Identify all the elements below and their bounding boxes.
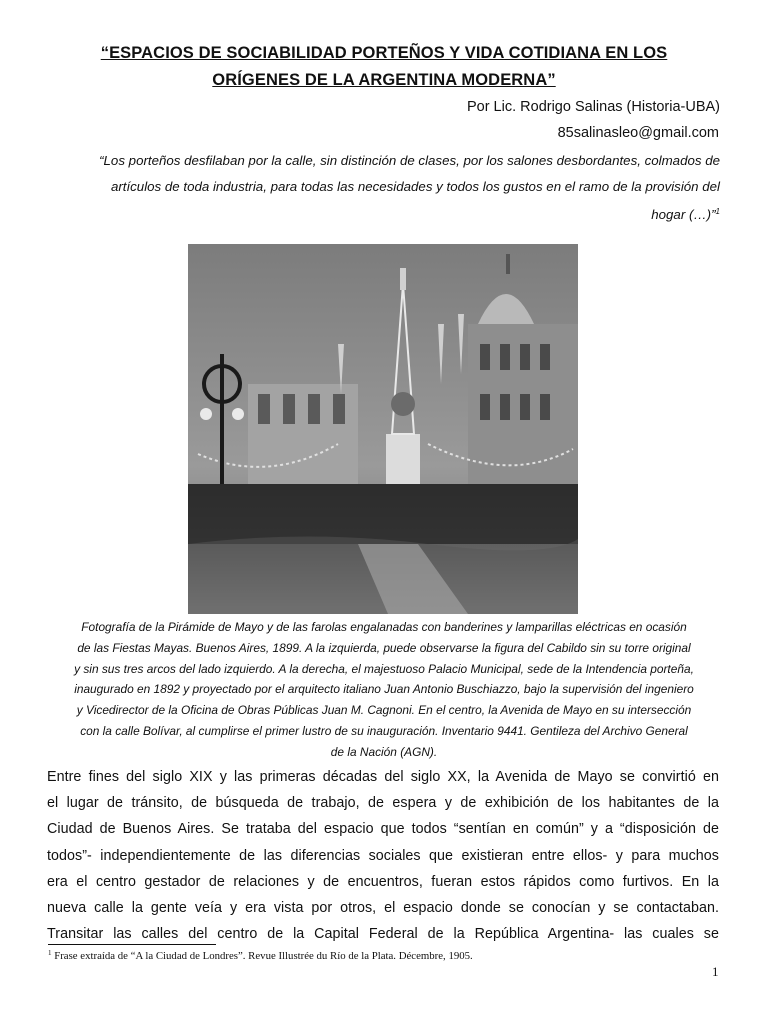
author-email: 85salinasleo@gmail.com — [557, 125, 719, 141]
footnote-divider — [48, 944, 216, 945]
footnote-text: Frase extraída de “A la Ciudad de Londres”. Revue Illustrée du Río de la Plata. Décembre, 1905. — [54, 950, 473, 962]
epigraph-line: artículos de toda industria, para todas las necesidades y todos los gustos en el ramo de la provisión del — [110, 178, 720, 194]
caption-line: Fotografía de la Pirámide de Mayo y de las farolas engalanadas con banderines y lamparillas eléctricas en ocasión — [81, 620, 687, 634]
caption-line: inaugurado en 1892 y proyectado por el arquitecto italiano Juan Antonio Buschiazzo, bajo la supervisión del ingeniero — [74, 682, 694, 697]
body-line: el lugar de tránsito, de búsqueda de trabajo, de espera y de exhibición de los habitantes de la — [47, 795, 719, 812]
photo-caption — [40, 617, 728, 763]
body-line: Transitar las calles del centro de la Capital Federal de la República Argentina- las cuales se — [47, 926, 719, 943]
plaza-de-mayo-photo-icon — [188, 244, 578, 614]
body-line: era el centro gestador de relaciones y de encuentros, fueran estos rápidos como furtivos. En la — [47, 873, 719, 890]
body-paragraph — [47, 764, 719, 947]
title-line-1: “ESPACIOS DE SOCIABILIDAD PORTEÑOS Y VIDA COTIDIANA EN LOS — [100, 44, 668, 62]
body-line: Entre fines del siglo XIX y las primeras décadas del siglo XX, la Avenida de Mayo se convirtió en — [47, 769, 719, 785]
body-line: Ciudad de Buenos Aires. Se trataba del espacio que todos “sentían en común” y a “disposición de — [47, 821, 719, 838]
caption-line: con la calle Bolívar, al cumplirse el primer lustro de su inauguración. Inventario 9441. Gentileza del Archivo General — [80, 723, 688, 738]
epigraph-line: hogar (…)” — [651, 207, 716, 222]
footnote-ref[interactable]: 1 — [715, 207, 720, 216]
epigraph — [48, 148, 720, 228]
historic-photo — [188, 244, 578, 614]
author-line: Por Lic. Rodrigo Salinas (Historia-UBA) — [466, 99, 720, 115]
page-number: 1 — [712, 964, 719, 979]
caption-line: de las Fiestas Mayas. Buenos Aires, 1899. A la izquierda, puede observarse la figura del Cabildo sin su torre original — [77, 640, 691, 655]
body-line: todos”- independientemente de las diferencias sociales que existieran entre ellos- y para muchos — [47, 847, 719, 864]
epigraph-line: “Los porteños desfilaban por la calle, sin distinción de clases, por los salones desbordantes, colmados de — [99, 153, 720, 168]
footnote-number: 1 — [48, 949, 52, 957]
title-line-2: ORÍGENES DE LA ARGENTINA MODERNA” — [212, 71, 556, 89]
caption-line: y Vicedirector de la Oficina de Obras Públicas Juan M. Cagnoni. En el centro, la Avenida de Mayo en su intersección — [76, 703, 692, 718]
body-line: nueva calle la gente veía y era vista por otros, el espacio donde se conocían y se contactaban. — [47, 900, 719, 917]
footnote — [48, 949, 473, 962]
caption-line: y sin sus tres arcos del lado izquierdo. A la derecha, el majestuoso Palacio Municipal, sede de la Intendencia porteña, — [74, 661, 694, 676]
caption-line: de la Nación (AGN). — [330, 744, 438, 759]
document-title — [40, 40, 728, 94]
